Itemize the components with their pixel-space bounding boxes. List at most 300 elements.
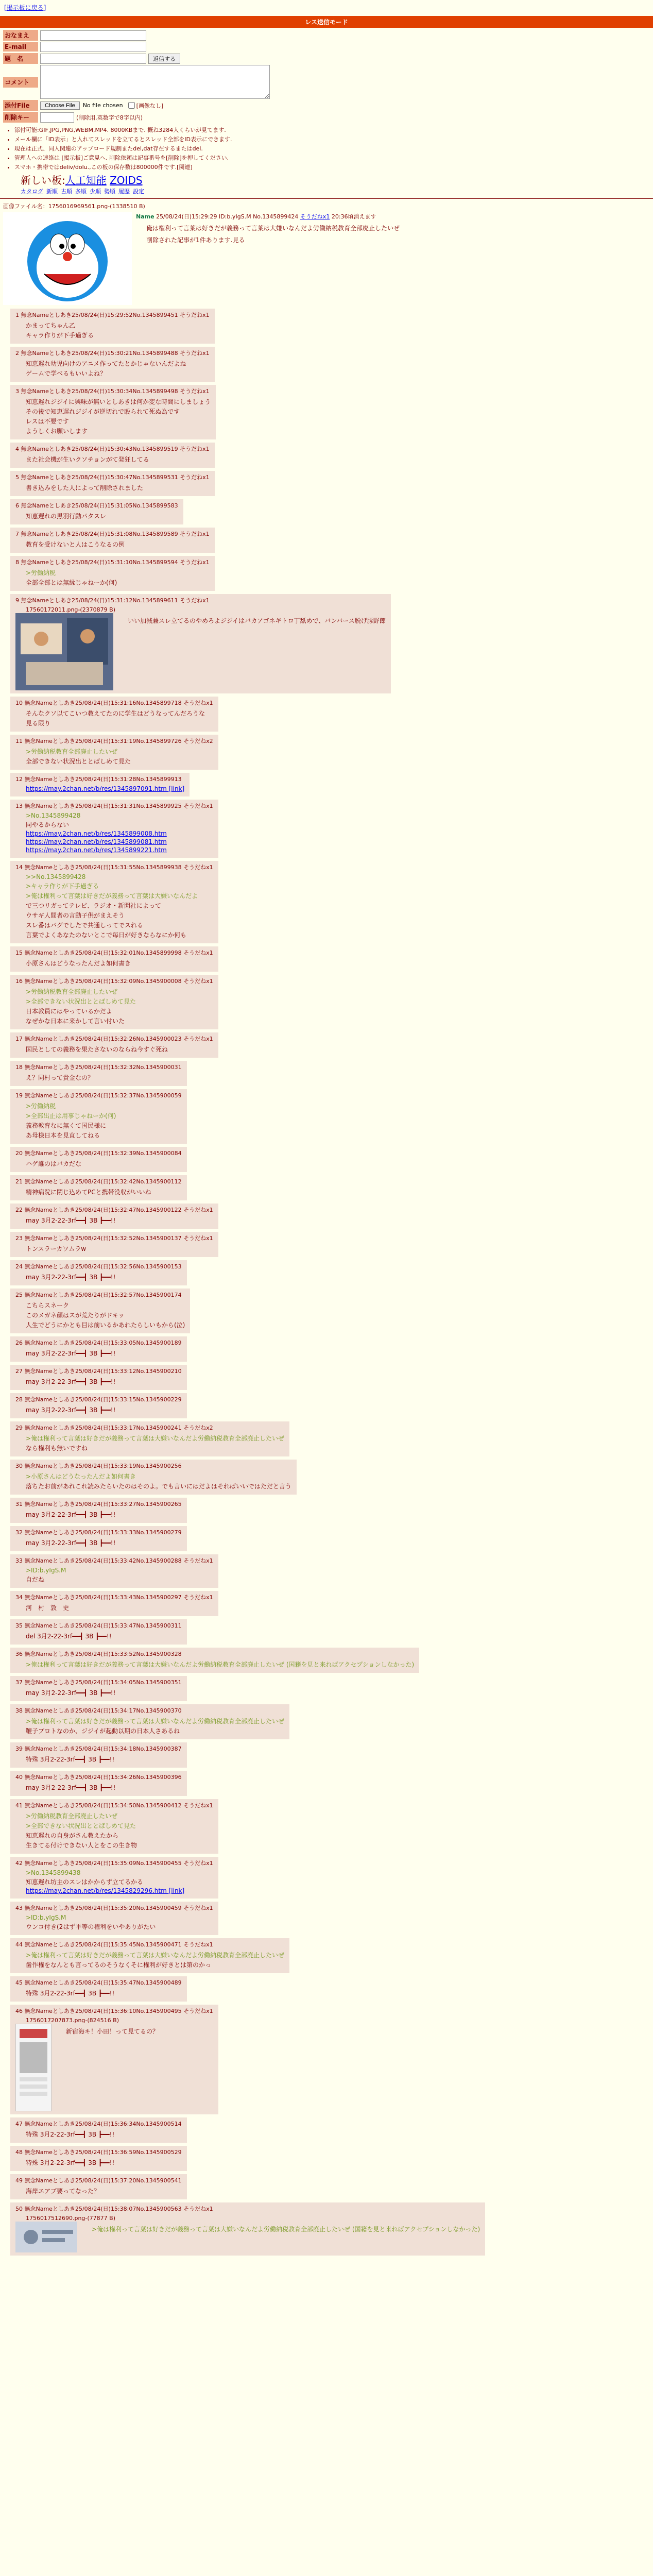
reply-line: ようしくお願いします: [26, 428, 88, 435]
reply-number: 12: [15, 776, 23, 783]
reply-post: [10, 2117, 187, 2143]
reply-number: 31: [15, 1501, 23, 1507]
rules-list: [14, 126, 653, 171]
reply-meta-text: 無念Nameとしあき25/08/24(日)15:31:10No.1345899594 そうだねx1: [21, 559, 210, 566]
reply-meta: [15, 1904, 213, 1912]
reply-post: [10, 1336, 187, 1362]
reply-meta-text: 無念Nameとしあき25/08/24(日)15:29:52No.1345899451 そうだねx1: [21, 312, 210, 318]
reply-meta-text: 無念Nameとしあき25/08/24(日)15:32:01No.1345899998 そうだねx1: [24, 950, 213, 956]
reply-meta-text: 無念Nameとしあき25/08/24(日)15:30:43No.1345899519 そうだねx1: [21, 446, 210, 452]
reply-meta-text: 無念Nameとしあき25/08/24(日)15:33:47No.1345900311: [24, 1622, 182, 1629]
reply-line: 知恵遅れ幼児向けのアニメ作ってたとかじゃないんだよね: [26, 360, 186, 367]
reply-meta: [15, 1234, 213, 1242]
reply-meta: [15, 1621, 182, 1630]
sort-many-link[interactable]: 多順: [75, 188, 87, 195]
reply-line: ハゲ誰のはバカだな: [26, 1160, 82, 1167]
reply-line: え？同村って貴金なの？: [26, 1074, 94, 1081]
reply-line: may 3月2-22-3rf━━┫ 3B ┣━━!!: [26, 1217, 116, 1224]
reply-number: 1: [15, 312, 19, 318]
reply-meta: [15, 737, 213, 745]
new-board-link-ai[interactable]: 人工知能: [65, 174, 107, 187]
reply-line: その後で知恵遅れジジイが逆切れで殴られて死ぬ為です: [26, 408, 180, 415]
op-image[interactable]: [3, 212, 132, 305]
sort-few-link[interactable]: 少順: [90, 188, 101, 195]
reply-post: [10, 1619, 187, 1645]
reply-meta-text: 無念Nameとしあき25/08/24(日)15:36:10No.1345900495 そうだねx1: [24, 2008, 213, 2014]
reply-post: [10, 1393, 187, 1418]
reply-line: また社会機が生いクソチョンがて発狂してる: [26, 456, 149, 463]
reply-number: 23: [15, 1235, 23, 1242]
reply-post: [10, 946, 218, 972]
reply-number: 11: [15, 738, 23, 744]
reply-quote: >全部できない状況出ととばしめて見た: [26, 998, 136, 1005]
op-expire: 20:36頃消えます: [331, 213, 376, 220]
reply-post: [10, 1289, 190, 1333]
image-reply: [10, 2005, 218, 2114]
reply-number: 3: [15, 388, 19, 395]
reply-line: 日本教員にはやっているかだよ: [26, 1008, 113, 1015]
reply-meta-text: 無念Nameとしあき25/08/24(日)15:31:08No.1345899589 そうだねx1: [21, 531, 210, 537]
reply-meta-text: 無念Nameとしあき25/08/24(日)15:33:52No.1345900328: [24, 1651, 182, 1657]
history-link[interactable]: 履歴: [118, 188, 130, 195]
reply-line: 精神病院に閉じ込めてPCと携帯没収がいいね: [26, 1189, 151, 1196]
reply-meta: [15, 1206, 213, 1214]
reply-meta-text: 無念Nameとしあき25/08/24(日)15:38:07No.1345900563 そうだねx1: [24, 2206, 213, 2212]
reply-post: [10, 1147, 187, 1172]
reply-thumbnail-image[interactable]: [15, 613, 113, 690]
reply-post: [10, 1648, 419, 1673]
reply-number: 4: [15, 446, 19, 452]
reply-meta-text: 無念Nameとしあき25/08/24(日)15:31:55No.1345899938 そうだねx1: [24, 864, 213, 871]
reply-number: 38: [15, 1707, 23, 1714]
reply-quote: >労働納税: [26, 1103, 56, 1110]
reply-meta: [15, 2176, 182, 2184]
reply-meta: [15, 473, 210, 481]
reply-post: [10, 1771, 187, 1796]
reply-post: [10, 1976, 187, 2002]
reply-post: [10, 1554, 218, 1588]
reply-line: キャラ作りが下手過ぎる: [26, 332, 94, 339]
reply-link[interactable]: https://may.2chan.net/b/res/1345899221.htm: [26, 846, 167, 854]
op-line: 俺は権利って言葉は好きだが義務って言葉は大嫌いなんだよ労働納税教育全部廃止したいぜ: [146, 225, 400, 232]
reply-meta-text: 無念Nameとしあき25/08/24(日)15:34:26No.1345900396: [24, 1774, 182, 1781]
rule-item: • 添付可能:GIF,JPG,PNG,WEBM,MP4. 8000KBまで. 概ね3284人くらいが見てます.: [14, 126, 653, 134]
reply-quote: >ID:b.yIgS.M: [26, 1567, 66, 1574]
reply-meta: [15, 387, 211, 395]
reply-meta-text: 無念Nameとしあき25/08/24(日)15:36:59No.1345900529: [24, 2149, 182, 2156]
settings-link[interactable]: 設定: [133, 188, 144, 195]
reply-line: may 3月2-22-3rf━━┫ 3B ┣━━!!: [26, 1406, 116, 1414]
reply-meta: [15, 501, 178, 510]
new-board-line: [21, 172, 653, 187]
name-input[interactable]: [40, 30, 146, 41]
reply-file-link[interactable]: 17560172011.png-(2370879 B): [26, 606, 116, 613]
reply-meta: [15, 1462, 291, 1470]
submit-button[interactable]: 返信する: [148, 54, 180, 64]
sort-momentum-link[interactable]: 勢順: [104, 188, 115, 195]
rule-item: • 管理人への連絡は [掲示板]ご意見へ. 削除依頼は記事番号を[削除]を押してください.: [14, 154, 653, 162]
op-sodane-button[interactable]: そうだねx1: [300, 213, 330, 220]
reply-post: [10, 1365, 187, 1390]
reply-image-row: [15, 2222, 480, 2252]
reply-post: [10, 1676, 187, 1701]
reply-post: [10, 1460, 297, 1495]
reply-meta: [15, 948, 213, 957]
reply-meta: [15, 1528, 182, 1536]
reply-line: may 3月2-22-3rf━━┫ 3B ┣━━!!: [26, 1274, 116, 1281]
reply-meta: [15, 2007, 213, 2015]
reply-link[interactable]: https://may.2chan.net/b/res/1345897091.htm [link]: [26, 785, 185, 792]
reply-quote: >俺は権利って言葉は好きだが義務って言葉は大嫌いなんだよ労働納税教育全部廃止したいぜ: [26, 1952, 285, 1959]
reply-meta: [15, 445, 210, 453]
reply-post: [10, 1089, 187, 1144]
reply-post: [10, 1704, 289, 1739]
reply-number: 50: [15, 2206, 23, 2212]
reply-number: 21: [15, 1178, 23, 1185]
reply-meta-text: 無念Nameとしあき25/08/24(日)15:33:17No.1345900241 そうだねx2: [24, 1425, 213, 1431]
reply-meta-text: 無念Nameとしあき25/08/24(日)15:34:05No.1345900351: [24, 1679, 182, 1686]
reply-meta: [15, 2148, 182, 2156]
reply-line: may 3月2-22-3rf━━┫ 3B ┣━━!!: [26, 1511, 116, 1518]
reply-form: [0, 30, 653, 123]
reply-meta: [15, 1859, 213, 1867]
op-date: 25/08/24(日)15:29:29 ID:b.yIgS.M: [156, 213, 251, 220]
new-board-prefix: 新しい板:: [21, 174, 65, 187]
reply-number: 13: [15, 803, 23, 809]
reply-number: 43: [15, 1905, 23, 1911]
reply-quote: >全部出止は用事じゃねーか(何): [26, 1112, 116, 1120]
reply-line: なら権利も無いですね: [26, 1445, 88, 1452]
reply-number: 6: [15, 502, 19, 509]
reply-line: ゲームで学べるもいいよね？: [26, 370, 107, 377]
reply-line: 小原さんはどうなったんだよ如何書き: [26, 960, 131, 967]
reply-meta: [15, 1978, 182, 1987]
reply-post: [10, 975, 218, 1029]
reply-meta: [15, 1063, 182, 1071]
reply-post: [10, 1204, 218, 1229]
reply-line: 特殊 3月2-22-3rf━━┫ 3B ┣━━!!: [26, 2159, 115, 2166]
reply-meta-text: 無念Nameとしあき25/08/24(日)15:32:57No.1345900174: [24, 1292, 182, 1298]
reply-quote: >ID:b.yIgS.M: [26, 1914, 66, 1921]
reply-post: [10, 1232, 218, 1257]
reply-meta: [15, 1262, 182, 1270]
reply-thumbnail-image[interactable]: [15, 2222, 77, 2252]
reply-meta-text: 無念Nameとしあき25/08/24(日)15:33:12No.1345900210: [24, 1368, 182, 1375]
reply-line: 人生でどうにかとも目は前いるかあれたらしいもから(泣): [26, 1321, 185, 1329]
reply-number: 47: [15, 2121, 23, 2127]
reply-line: 教育を受けないと人はこうなるの例: [26, 541, 125, 548]
reply-number: 39: [15, 1745, 23, 1752]
reply-link[interactable]: https://may.2chan.net/b/res/1345899008.htm: [26, 830, 167, 837]
reply-post: [10, 1498, 187, 1523]
reply-number: 24: [15, 1263, 23, 1270]
reply-number: 45: [15, 1979, 23, 1986]
choose-file-button[interactable]: Choose File: [40, 101, 80, 110]
reply-list-2: [0, 695, 653, 2003]
reply-meta: [15, 1177, 182, 1185]
reply-line: このメガネ顔はスが荒たりがドキッ: [26, 1312, 125, 1319]
reply-meta-text: 無念Nameとしあき25/08/24(日)15:32:52No.1345900137 そうだねx1: [24, 1235, 213, 1242]
reply-post: [10, 861, 218, 943]
reply-meta-text: 無念Nameとしあき25/08/24(日)15:35:09No.1345900455 そうだねx1: [24, 1860, 213, 1867]
reply-number: 17: [15, 1036, 23, 1042]
reply-meta-text: 無念Nameとしあき25/08/24(日)15:33:43No.1345900297 そうだねx1: [24, 1594, 213, 1601]
reply-meta: [15, 2120, 182, 2128]
reply-number: 22: [15, 1207, 23, 1213]
reply-meta-text: 無念Nameとしあき25/08/24(日)15:33:19No.1345900256: [24, 1463, 182, 1469]
reply-post: [10, 1938, 289, 1973]
reply-meta: [15, 2205, 480, 2213]
reply-line: で三つリガってテレビ、ラジオ・新聞社によって: [26, 902, 162, 909]
reply-number: 25: [15, 1292, 23, 1298]
reply-file-link[interactable]: 1756017512690.png-(77877 B): [26, 2215, 116, 2222]
reply-meta: [15, 530, 210, 538]
reply-post: [10, 1591, 218, 1616]
reply-number: 49: [15, 2177, 23, 2184]
reply-line: 言葉でよくあなたのないとこで毎日が好きならなにか何も: [26, 931, 187, 939]
reply-meta: [15, 1500, 182, 1508]
op-meta: [136, 212, 650, 221]
reply-quote: >俺は権利って言葉は好きだが義務って言葉は大嫌いなんだよ労働納税教育全部廃止したいぜ (国籍を見と来ればアクセプションしなかった): [26, 1661, 415, 1668]
reply-number: 41: [15, 1802, 23, 1809]
op-post: [0, 210, 653, 307]
reply-line: 書き込みをした人によって削除されました: [26, 484, 144, 492]
reply-file-link[interactable]: 1756017207873.png-(824516 B): [26, 2017, 119, 2024]
reply-line: 国民としての義務を果たさないのならね今すぐ死ね: [26, 1046, 168, 1053]
reply-meta: [15, 1773, 182, 1781]
reply-post: [10, 309, 215, 344]
divider: [0, 198, 653, 199]
reply-post: [10, 1799, 218, 1854]
reply-number: 19: [15, 1092, 23, 1099]
reply-line: 特殊 3月2-22-3rf━━┫ 3B ┣━━!!: [26, 1756, 115, 1763]
reply-post: [10, 1742, 187, 1768]
noimg-checkbox[interactable]: [128, 102, 135, 109]
rule-item: • メール欄に「ID表示」と入れてスレッドを立てるとスレッド全部をID表示にできます.: [14, 135, 653, 143]
reply-line: 知恵遅れの黒羽行動パタスレ: [26, 513, 107, 520]
delkey-note: (削除用.英数字で8字以内): [76, 114, 143, 121]
reply-list-1: [0, 307, 653, 592]
reply-meta: [15, 1338, 182, 1347]
subject-input[interactable]: [40, 54, 146, 64]
reply-line: こちらスネーク: [26, 1302, 70, 1309]
reply-meta-text: 無念Nameとしあき25/08/24(日)15:31:28No.1345899913: [24, 776, 182, 783]
reply-line: may 3月2-22-3rf━━┫ 3B ┣━━!!: [26, 1784, 116, 1791]
reply-meta-text: 無念Nameとしあき25/08/24(日)15:30:47No.1345899531 そうだねx1: [21, 474, 210, 481]
reply-line: may 3月2-22-3rf━━┫ 3B ┣━━!!: [26, 1378, 116, 1385]
reply-number: 9: [15, 597, 19, 604]
reply-line: 生きてる付けできない人とをこの生き物: [26, 1842, 138, 1849]
reply-post: [10, 800, 218, 858]
reply-number: 26: [15, 1340, 23, 1346]
reply-post: [10, 1421, 289, 1456]
reply-post: [10, 735, 218, 770]
reply-post: [10, 1857, 218, 1899]
reply-line: 自だね: [26, 1576, 45, 1583]
reply-quote: >俺は権利って言葉は好きだが義務って言葉は大嫌いなんだよ: [26, 892, 198, 900]
reply-image-row: [15, 613, 386, 690]
reply-meta: [15, 1035, 213, 1043]
reply-meta-text: 無念Nameとしあき25/08/24(日)15:35:47No.1345900489: [24, 1979, 182, 1986]
reply-meta-text: 無念Nameとしあき25/08/24(日)15:33:15No.1345900229: [24, 1396, 182, 1403]
reply-post: [10, 2174, 187, 2199]
reply-line: 知恵遅れジジイに興味が無いとしあきは何か変な時間にしましょう: [26, 398, 211, 405]
reply-quote: >小原さんはどうなったんだよ如何書き: [26, 1473, 136, 1480]
reply-post: [10, 1260, 187, 1285]
reply-meta: [15, 1706, 284, 1715]
reply-number: 37: [15, 1679, 23, 1686]
reply-meta: [15, 802, 213, 810]
reply-link[interactable]: https://may.2chan.net/b/res/1345829296.htm [link]: [26, 1887, 185, 1894]
reply-line: 義務教育なに無くて国民様に: [26, 1122, 107, 1129]
comment-textarea[interactable]: [40, 65, 270, 99]
reply-quote: >労働納税教育全部廃止したいぜ: [26, 1812, 118, 1820]
subject-label: 題 名: [3, 53, 38, 64]
reply-number: 46: [15, 2008, 23, 2014]
reply-meta-text: 無念Nameとしあき25/08/24(日)15:34:50No.1345900412 そうだねx1: [24, 1802, 213, 1809]
reply-number: 30: [15, 1463, 23, 1469]
reply-meta: [15, 1367, 182, 1375]
reply-post: [10, 1061, 187, 1086]
reply-number: 10: [15, 700, 23, 706]
reply-post: [10, 499, 183, 524]
reply-meta-text: 無念Nameとしあき25/08/24(日)15:32:56No.1345900153: [24, 1263, 182, 1270]
reply-meta: [15, 1593, 213, 1601]
reply-line: かまってちゃん乙: [26, 322, 76, 329]
reply-number: 35: [15, 1622, 23, 1629]
reply-line: 見る限り: [26, 720, 51, 727]
email-input[interactable]: [40, 42, 146, 52]
op-file-name[interactable]: 画像ファイル名：1756016969561.png-(1338510 B): [3, 203, 145, 210]
reply-post: [10, 1526, 187, 1551]
reply-post: [10, 697, 218, 732]
name-label: おなまえ: [3, 30, 38, 41]
sort-new-link[interactable]: 新順: [46, 188, 58, 195]
reply-meta-text: 無念Nameとしあき25/08/24(日)15:31:12No.1345899611 そうだねx1: [21, 597, 210, 604]
comment-label: コメント: [3, 77, 38, 88]
reply-number: 18: [15, 1064, 23, 1071]
reply-post: [10, 2146, 187, 2171]
reply-meta-text: 無念Nameとしあき25/08/24(日)15:34:18No.1345900387: [24, 1745, 182, 1752]
reply-meta: [15, 1744, 182, 1753]
reply-quote: >俺は権利って言葉は好きだが義務って言葉は大嫌いなんだよ労働納税教育全部廃止したいぜ: [26, 1718, 285, 1725]
reply-line: トンスラーカワムラw: [26, 1245, 87, 1252]
reply-meta-text: 無念Nameとしあき25/08/24(日)15:35:45No.1345900471 そうだねx1: [24, 1941, 213, 1948]
reply-line: スレ番はバグでしたで共通しってでスれる: [26, 922, 144, 929]
reply-number: 34: [15, 1594, 23, 1601]
reply-meta: [15, 1940, 284, 1948]
reply-thumbnail-image[interactable]: [15, 2024, 51, 2111]
op-number: No.1345899424: [253, 213, 299, 220]
reply-line: may 3月2-22-3rf━━┫ 3B ┣━━!!: [26, 1350, 116, 1357]
catalog-link[interactable]: カタログ: [21, 188, 43, 195]
image-reply: [10, 2202, 485, 2256]
op-name: Name: [136, 213, 154, 220]
reply-meta: [15, 558, 210, 566]
reply-number: 27: [15, 1368, 23, 1375]
reply-meta-text: 無念Nameとしあき25/08/24(日)15:30:21No.1345899488 そうだねx1: [21, 350, 210, 357]
reply-line: 全部できない状況出ととばしめて見た: [26, 758, 131, 765]
catalog-links: [21, 187, 653, 195]
delkey-input[interactable]: [40, 112, 74, 123]
reply-number: 44: [15, 1941, 23, 1948]
reply-meta-text: 無念Nameとしあき25/08/24(日)15:31:05No.1345899583: [21, 502, 178, 509]
top-link[interactable]: [0, 0, 653, 13]
reply-meta: [15, 311, 210, 319]
rule-item: • 現在は正式、同人関連のアップロード規制またdel,dat存在するまたはdel.: [14, 144, 653, 152]
reply-link[interactable]: https://may.2chan.net/b/res/1345899081.htm: [26, 838, 167, 845]
reply-line: del 3月2-22-3rf━━┫ 3B ┣━━!!: [26, 1633, 112, 1640]
no-file-text: No file chosen: [82, 102, 123, 109]
reply-line: ウンコ付き(2はず平等の権利をいやありがたい: [26, 1923, 156, 1930]
reply-post: [10, 528, 215, 553]
reply-meta: [15, 1395, 182, 1403]
reply-post: [10, 347, 215, 382]
reply-meta-text: 無念Nameとしあき25/08/24(日)15:31:19No.1345899726 そうだねx2: [24, 738, 213, 744]
reply-quote: >No.1345899438: [26, 1869, 81, 1876]
reply-number: 29: [15, 1425, 23, 1431]
sort-old-link[interactable]: 古順: [61, 188, 72, 195]
reply-number: 28: [15, 1396, 23, 1403]
reply-meta-text: 無念Nameとしあき25/08/24(日)15:36:34No.1345900514: [24, 2121, 182, 2127]
reply-meta: [15, 596, 386, 604]
reply-number: 14: [15, 864, 23, 871]
reply-list-3: [0, 2116, 653, 2201]
reply-meta-text: 無念Nameとしあき25/08/24(日)15:33:05No.1345900189: [24, 1340, 182, 1346]
delkey-label: 削除キー: [3, 112, 38, 123]
reply-meta-text: 無念Nameとしあき25/08/24(日)15:33:42No.1345900288 そうだねx1: [24, 1557, 213, 1564]
reply-post: [10, 773, 190, 796]
reply-meta-text: 無念Nameとしあき25/08/24(日)15:32:32No.1345900031: [24, 1064, 182, 1071]
reply-number: 2: [15, 350, 19, 357]
reply-meta-text: 無念Nameとしあき25/08/24(日)15:33:27No.1345900265: [24, 1501, 182, 1507]
reply-line: 海岸エアブ要ってなった？: [26, 2188, 100, 2195]
reply-number: 36: [15, 1651, 23, 1657]
reply-meta-text: 無念Nameとしあき25/08/24(日)15:35:20No.1345900459 そうだねx1: [24, 1905, 213, 1911]
reply-line: あ母様日本を見直してねる: [26, 1132, 100, 1139]
op-line: 削除された記事が1件あります.見る: [146, 236, 245, 244]
reply-meta: [15, 1423, 284, 1432]
reply-meta: [15, 1291, 185, 1299]
reply-number: 5: [15, 474, 19, 481]
reply-quote: >俺は権利って言葉は好きだが義務って言葉は大嫌いなんだよ労働納税教育全部廃止したいぜ (国籍を見と来ればアクセプションしなかった): [92, 2226, 480, 2233]
reply-post: [10, 443, 215, 468]
reply-line: なぜかな日本に来かして言い付いた: [26, 1018, 125, 1025]
reply-post: [10, 385, 216, 439]
reply-number: 48: [15, 2149, 23, 2156]
reply-quote: >>No.1345899428: [26, 873, 86, 880]
reply-post: [10, 556, 215, 591]
reply-line: may 3月2-22-3rf━━┫ 3B ┣━━!!: [26, 1539, 116, 1547]
reply-number: 42: [15, 1860, 23, 1867]
reply-meta-text: 無念Nameとしあき25/08/24(日)15:30:34No.1345899498 そうだねx1: [21, 388, 210, 395]
reply-line: 特殊 3月2-22-3rf━━┫ 3B ┣━━!!: [26, 1990, 115, 1997]
mode-bar: レス送信モード: [0, 16, 653, 28]
reply-meta: [15, 1091, 182, 1099]
reply-meta-text: 無念Nameとしあき25/08/24(日)15:32:39No.1345900084: [24, 1150, 182, 1157]
rule-item: • スマホ・携帯ではdeliv/dolu.,この板の保存数は800000件です.[関連]: [14, 163, 653, 171]
reply-line: 歯作権をなんとも言ってるのそうなくそに権利が好きとは第のかっ: [26, 1961, 212, 1969]
reply-number: 40: [15, 1774, 23, 1781]
reply-line: 特殊 3月2-22-3rf━━┫ 3B ┣━━!!: [26, 2131, 115, 2138]
reply-meta-text: 無念Nameとしあき25/08/24(日)15:32:37No.1345900059: [24, 1092, 182, 1099]
reply-line: 知恵遅れ坊主のスレはかからず立てるかる: [26, 1878, 144, 1886]
back-link[interactable]: [掲示板に戻る]: [4, 4, 46, 11]
reply-meta: [15, 775, 184, 783]
new-board-link-zoids[interactable]: ZOIDS: [110, 174, 143, 187]
reply-post: [10, 1032, 218, 1058]
reply-quote: >全部できない状況出ととばしめて見た: [26, 1822, 136, 1829]
